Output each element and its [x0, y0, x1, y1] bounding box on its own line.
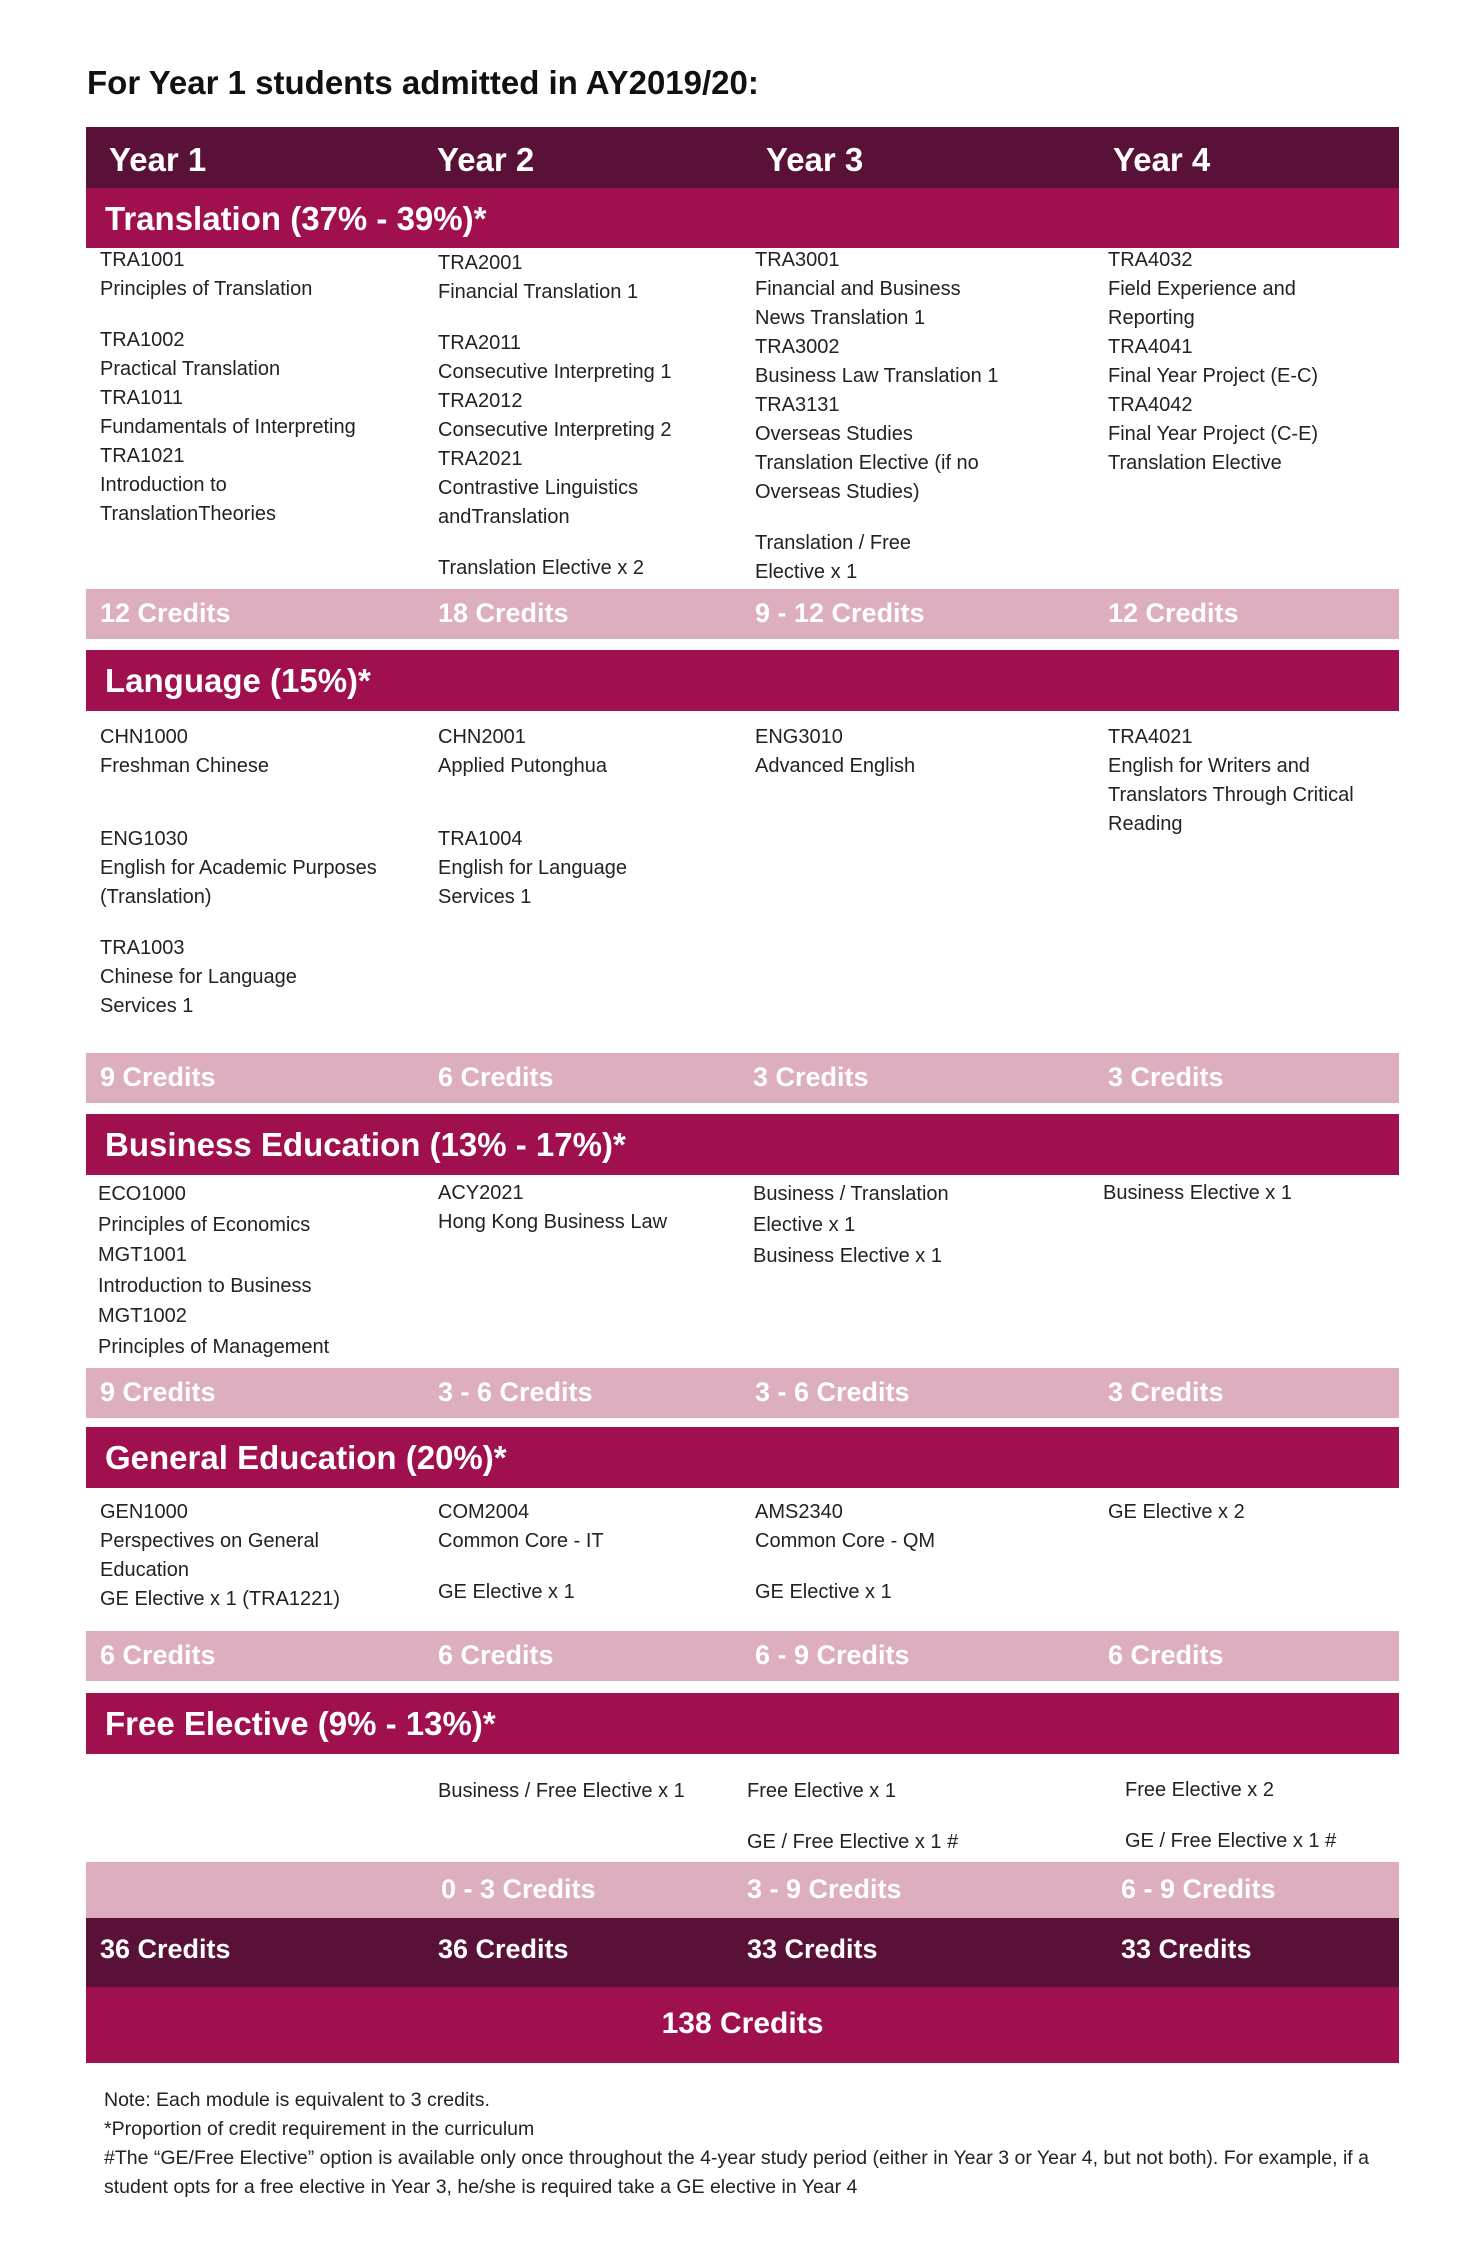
course-text: English for Writers and [1108, 755, 1310, 777]
course-text: Elective x 1 [753, 1214, 856, 1236]
course-text: Financial Translation 1 [438, 281, 639, 303]
yearly-totals-bar [86, 1918, 1399, 1987]
course-text: Business / Translation [753, 1183, 949, 1205]
grand-total-bar [86, 1987, 1399, 2063]
credit-label: 9 Credits [100, 1377, 216, 1407]
course-code: TRA3001 [755, 249, 840, 271]
section-title: Free Elective (9% - 13%)* [105, 1705, 496, 1742]
course-text: Consecutive Interpreting 1 [438, 361, 672, 383]
course-text: Education [100, 1559, 189, 1581]
year-header-bar [86, 127, 1399, 188]
course-text: Translation / Free [755, 532, 911, 554]
course-text: Applied Putonghua [438, 755, 608, 777]
course-text: Translators Through Critical [1108, 784, 1354, 806]
course-text: GE Elective x 1 [438, 1581, 575, 1603]
course-text: Reporting [1108, 307, 1195, 329]
course-text: Business / Free Elective x 1 [438, 1780, 685, 1802]
credit-label: 18 Credits [438, 598, 569, 628]
credit-label: 9 Credits [100, 1062, 216, 1092]
course-text: Translation Elective x 2 [438, 557, 645, 579]
course-text: English for Academic Purposes [100, 857, 377, 879]
business-year-2-cell [438, 1179, 758, 1237]
line-spacer [438, 532, 758, 554]
line-spacer [100, 781, 420, 803]
course-text: Consecutive Interpreting 2 [438, 419, 672, 441]
section-general-education-header [86, 1427, 1399, 1488]
credit-label: 3 - 6 Credits [755, 1377, 910, 1407]
general-year-1-cell [100, 1498, 420, 1614]
language-year-4-cell [1108, 723, 1428, 839]
course-code: TRA4041 [1108, 336, 1193, 358]
translation-year-3-cell [755, 246, 1075, 587]
business-credits-bar [86, 1368, 1399, 1418]
general-credits-bar [86, 1631, 1399, 1681]
course-text: GE Elective x 2 [1108, 1501, 1245, 1523]
section-title: Language (15%)* [105, 662, 371, 699]
translation-year-1-cell [100, 246, 420, 529]
credit-label: 3 Credits [1108, 1062, 1224, 1092]
course-code: TRA4021 [1108, 726, 1193, 748]
free-credits-bar [86, 1862, 1399, 1918]
course-text: Chinese for Language [100, 966, 297, 988]
business-year-1-cell [98, 1179, 418, 1362]
section-title: General Education (20%)* [105, 1439, 507, 1476]
section-title: Business Education (13% - 17%)* [105, 1126, 626, 1163]
free-year-4-cell [1125, 1776, 1445, 1856]
line-spacer [755, 1556, 1075, 1578]
course-code: GEN1000 [100, 1501, 188, 1523]
line-spacer [100, 803, 420, 825]
course-text: News Translation 1 [755, 307, 926, 329]
translation-year-4-cell [1108, 246, 1428, 478]
credit-label: 0 - 3 Credits [441, 1874, 596, 1904]
course-code: TRA2011 [438, 332, 522, 354]
course-text: Common Core - IT [438, 1530, 604, 1552]
translation-year-2-cell [438, 249, 758, 583]
course-code: AMS2340 [755, 1501, 843, 1523]
course-code: MGT1002 [98, 1305, 187, 1327]
course-text: Hong Kong Business Law [438, 1211, 668, 1233]
year-2-total: 36 Credits [438, 1934, 569, 1964]
course-code: COM2004 [438, 1501, 530, 1523]
credit-label: 6 Credits [438, 1640, 554, 1670]
course-text: Introduction to Business [98, 1274, 312, 1297]
section-translation-header [86, 188, 1399, 248]
course-text: Free Elective x 2 [1125, 1779, 1274, 1801]
course-text: GE / Free Elective x 1 # [1125, 1830, 1337, 1852]
course-text: Final Year Project (C-E) [1108, 423, 1319, 445]
course-text: Perspectives on General [100, 1530, 320, 1552]
course-code: MGT1001 [98, 1244, 187, 1266]
course-text: Overseas Studies) [755, 481, 920, 503]
note-line: *Proportion of credit requirement in the curriculum [104, 2118, 535, 2140]
grand-total: 138 Credits [661, 2007, 824, 2040]
course-text: GE Elective x 1 (TRA1221) [100, 1588, 341, 1610]
course-text: GE / Free Elective x 1 # [747, 1831, 959, 1853]
language-year-3-cell [755, 723, 1075, 781]
course-code: TRA4042 [1108, 394, 1193, 416]
course-code: TRA2021 [438, 448, 523, 470]
course-code: TRA2012 [438, 390, 523, 412]
language-year-2-cell [438, 723, 758, 912]
credit-label: 12 Credits [100, 598, 231, 628]
year-4-total: 33 Credits [1121, 1934, 1252, 1964]
course-text: Business Elective x 1 [1103, 1182, 1292, 1204]
course-code: TRA1011 [100, 387, 184, 409]
course-text: Freshman Chinese [100, 755, 269, 777]
course-text: Financial and Business [755, 278, 961, 300]
course-code: ENG3010 [755, 726, 843, 748]
credit-label: 6 Credits [438, 1062, 554, 1092]
language-credits-bar [86, 1053, 1399, 1103]
course-text: Elective x 1 [755, 561, 858, 583]
line-spacer [1125, 1805, 1445, 1827]
course-text: Principles of Management [98, 1335, 330, 1358]
free-year-3-cell [747, 1777, 1067, 1857]
course-text: Common Core - QM [755, 1530, 936, 1552]
year-1-label: Year 1 [109, 141, 207, 178]
course-text: Fundamentals of Interpreting [100, 416, 356, 438]
section-business-header [86, 1114, 1399, 1175]
business-year-3-cell [753, 1179, 1073, 1272]
line-spacer [100, 912, 420, 934]
course-code: TRA1003 [100, 937, 185, 959]
credit-label: 6 - 9 Credits [755, 1640, 910, 1670]
course-text: Advanced English [755, 755, 916, 777]
course-text: Introduction to [100, 474, 227, 496]
credit-label: 9 - 12 Credits [755, 598, 925, 628]
course-code: TRA1002 [100, 329, 185, 351]
course-text: Services 1 [100, 995, 194, 1017]
course-code: TRA1004 [438, 828, 523, 850]
year-3-total: 33 Credits [747, 1934, 878, 1964]
line-spacer [438, 803, 758, 825]
course-text: andTranslation [438, 506, 570, 528]
section-language-header [86, 650, 1399, 711]
line-spacer [438, 781, 758, 803]
course-text: Translation Elective [1108, 452, 1282, 474]
course-text: Field Experience and [1108, 278, 1296, 300]
section-free-elective-header [86, 1693, 1399, 1754]
free-year-2-cell [438, 1777, 758, 1806]
course-code: TRA3131 [755, 394, 840, 416]
section-title: Translation (37% - 39%)* [105, 200, 487, 237]
credit-label: 6 - 9 Credits [1121, 1874, 1276, 1904]
year-1-total: 36 Credits [100, 1934, 231, 1964]
course-text: Final Year Project (E-C) [1108, 365, 1319, 387]
credit-label: 6 Credits [100, 1640, 216, 1670]
line-spacer [747, 1806, 1067, 1828]
translation-credits-bar [86, 589, 1399, 639]
line-spacer [438, 307, 758, 329]
course-text: Translation Elective (if no [755, 452, 979, 474]
course-text: GE Elective x 1 [755, 1581, 892, 1603]
course-text: Principles of Economics [98, 1213, 311, 1236]
course-code: ECO1000 [98, 1183, 186, 1205]
year-2-label: Year 2 [437, 141, 535, 178]
course-text: Principles of Translation [100, 278, 313, 300]
language-year-1-cell [100, 723, 420, 1021]
course-code: CHN2001 [438, 726, 526, 748]
course-text: English for Language [438, 857, 628, 879]
line-spacer [100, 304, 420, 326]
course-code: CHN1000 [100, 726, 188, 748]
course-code: TRA2001 [438, 252, 523, 274]
course-text: Reading [1108, 813, 1183, 835]
course-code: TRA3002 [755, 336, 840, 358]
credit-label: 3 Credits [753, 1062, 869, 1092]
course-code: TRA1021 [100, 445, 185, 467]
course-text: Overseas Studies [755, 423, 913, 445]
year-4-label: Year 4 [1113, 141, 1211, 178]
line-spacer [438, 1556, 758, 1578]
page-title: For Year 1 students admitted in AY2019/20: [87, 64, 759, 101]
course-text: Services 1 [438, 886, 532, 908]
credit-label: 3 - 6 Credits [438, 1377, 593, 1407]
credit-label: 12 Credits [1108, 598, 1239, 628]
course-text: (Translation) [100, 886, 212, 908]
year-3-label: Year 3 [766, 141, 864, 178]
general-year-2-cell [438, 1498, 758, 1607]
course-text: Business Law Translation 1 [755, 365, 999, 387]
credit-label: 3 - 9 Credits [747, 1874, 902, 1904]
course-code: TRA1001 [100, 249, 185, 271]
footnotes [104, 2086, 1394, 2202]
business-year-4-cell [1103, 1179, 1423, 1208]
note-line: Note: Each module is equivalent to 3 credits. [104, 2089, 490, 2111]
course-text: Business Elective x 1 [753, 1245, 942, 1267]
note-line: #The “GE/Free Elective” option is available only once throughout the 4-year study period (either in Year 3 or Year 4, but not both). For example, if a student opts for a free elective in Year 3, he/she is required take a GE elective in Year 4 [104, 2147, 1369, 2198]
course-code: TRA4032 [1108, 249, 1193, 271]
general-year-4-cell [1108, 1498, 1428, 1527]
credit-label: 6 Credits [1108, 1640, 1224, 1670]
course-text: TranslationTheories [100, 503, 277, 525]
line-spacer [755, 507, 1075, 529]
course-text: Practical Translation [100, 358, 281, 380]
course-code: ENG1030 [100, 828, 188, 850]
credit-label: 3 Credits [1108, 1377, 1224, 1407]
general-year-3-cell [755, 1498, 1075, 1607]
course-text: Contrastive Linguistics [438, 477, 639, 499]
course-code: ACY2021 [438, 1182, 524, 1204]
course-text: Free Elective x 1 [747, 1780, 896, 1802]
